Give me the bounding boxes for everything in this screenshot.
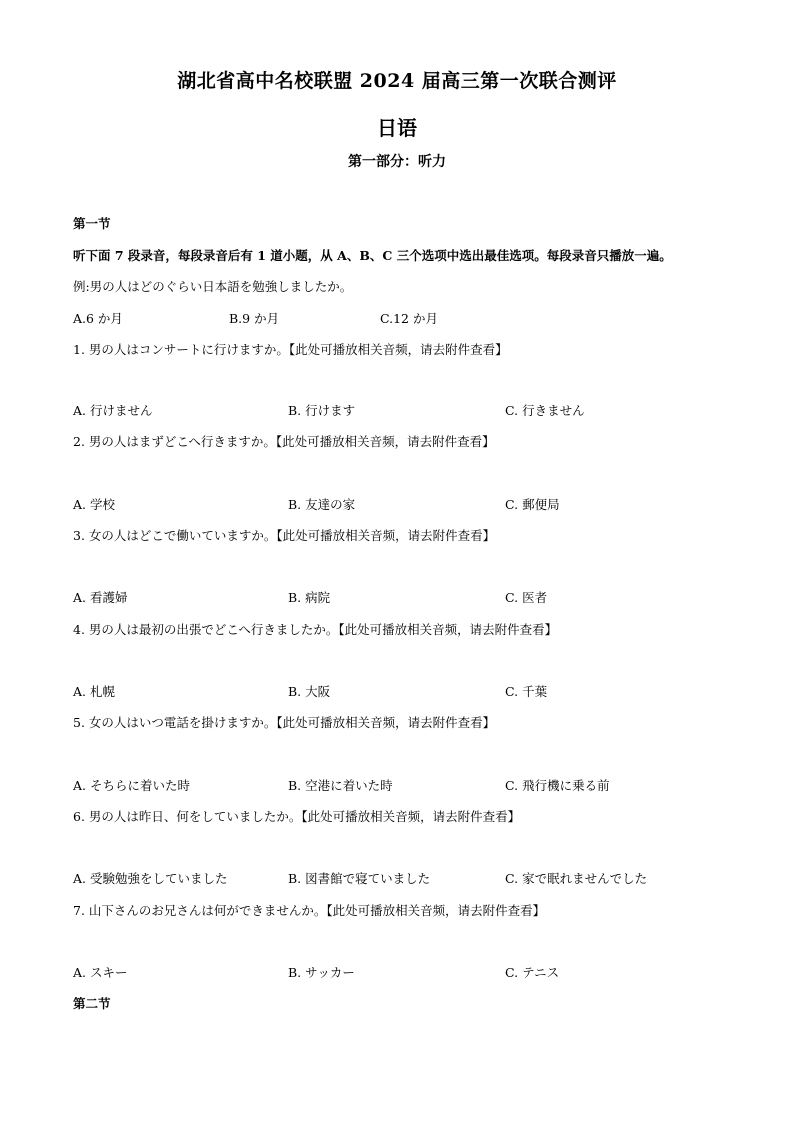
example-option-b: B.9 か月 xyxy=(229,311,280,326)
question-7: 7. 山下さんのお兄さんは何ができませんか。【此处可播放相关音频，请去附件查看】 xyxy=(73,903,546,918)
question-5-option-a: A. そちらに着いた時 xyxy=(73,778,190,793)
question-7-option-a: A. スキー xyxy=(73,965,128,980)
question-3-option-a: A. 看護婦 xyxy=(73,590,128,605)
question-3-option-b: B. 病院 xyxy=(288,590,331,605)
section2-heading: 第二节 xyxy=(73,996,111,1011)
question-4-option-b: B. 大阪 xyxy=(288,684,331,699)
question-4-option-c: C. 千葉 xyxy=(505,684,548,699)
part-title: 第一部分：听力 xyxy=(348,154,446,170)
section1-instructions: 听下面 7 段录音，每段录音后有 1 道小题，从 A、B、C 三个选项中选出最佳选项。每段录音只播放一遍。 xyxy=(73,248,672,263)
subject-title: 日语 xyxy=(377,116,417,140)
question-5-option-c: C. 飛行機に乗る前 xyxy=(505,778,610,793)
question-5-option-b: B. 空港に着いた時 xyxy=(288,778,393,793)
question-6-option-a: A. 受験勉強をしていました xyxy=(73,871,228,886)
question-6: 6. 男の人は昨日、何をしていましたか。【此处可播放相关音频，请去附件查看】 xyxy=(73,809,521,824)
question-2-option-b: B. 友達の家 xyxy=(288,497,356,512)
question-5: 5. 女の人はいつ電話を掛けますか。【此处可播放相关音频，请去附件查看】 xyxy=(73,715,496,730)
question-6-option-c: C. 家で眠れませんでした xyxy=(505,871,648,886)
question-2-option-a: A. 学校 xyxy=(73,497,115,512)
question-4: 4. 男の人は最初の出張でどこへ行きましたか。【此处可播放相关音频，请去附件查看】 xyxy=(73,622,558,637)
question-7-option-b: B. サッカー xyxy=(288,965,355,980)
question-3: 3. 女の人はどこで働いていますか。【此处可播放相关音频，请去附件查看】 xyxy=(73,528,496,543)
question-1-option-a: A. 行けません xyxy=(73,403,153,418)
question-4-option-a: A. 札幌 xyxy=(73,684,115,699)
question-7-option-c: C. テニス xyxy=(505,965,560,980)
question-6-option-b: B. 図書館で寝ていました xyxy=(288,871,431,886)
question-3-option-c: C. 医者 xyxy=(505,590,548,605)
question-1: 1. 男の人はコンサートに行けますか。【此处可播放相关音频，请去附件查看】 xyxy=(73,342,508,357)
question-1-option-c: C. 行きません xyxy=(505,403,585,418)
example-question: 例:男の人はどのぐらい日本語を勉強しましたか。 xyxy=(73,279,353,294)
section1-heading: 第一节 xyxy=(73,216,111,231)
example-option-a: A.6 か月 xyxy=(73,311,123,326)
question-2: 2. 男の人はまずどこへ行きますか。【此处可播放相关音频，请去附件查看】 xyxy=(73,434,495,449)
exam-title: 湖北省高中名校联盟 2024 届高三第一次联合测评 xyxy=(177,70,617,92)
question-1-option-b: B. 行けます xyxy=(288,403,356,418)
example-option-c: C.12 か月 xyxy=(380,311,438,326)
question-2-option-c: C. 郵便局 xyxy=(505,497,560,512)
